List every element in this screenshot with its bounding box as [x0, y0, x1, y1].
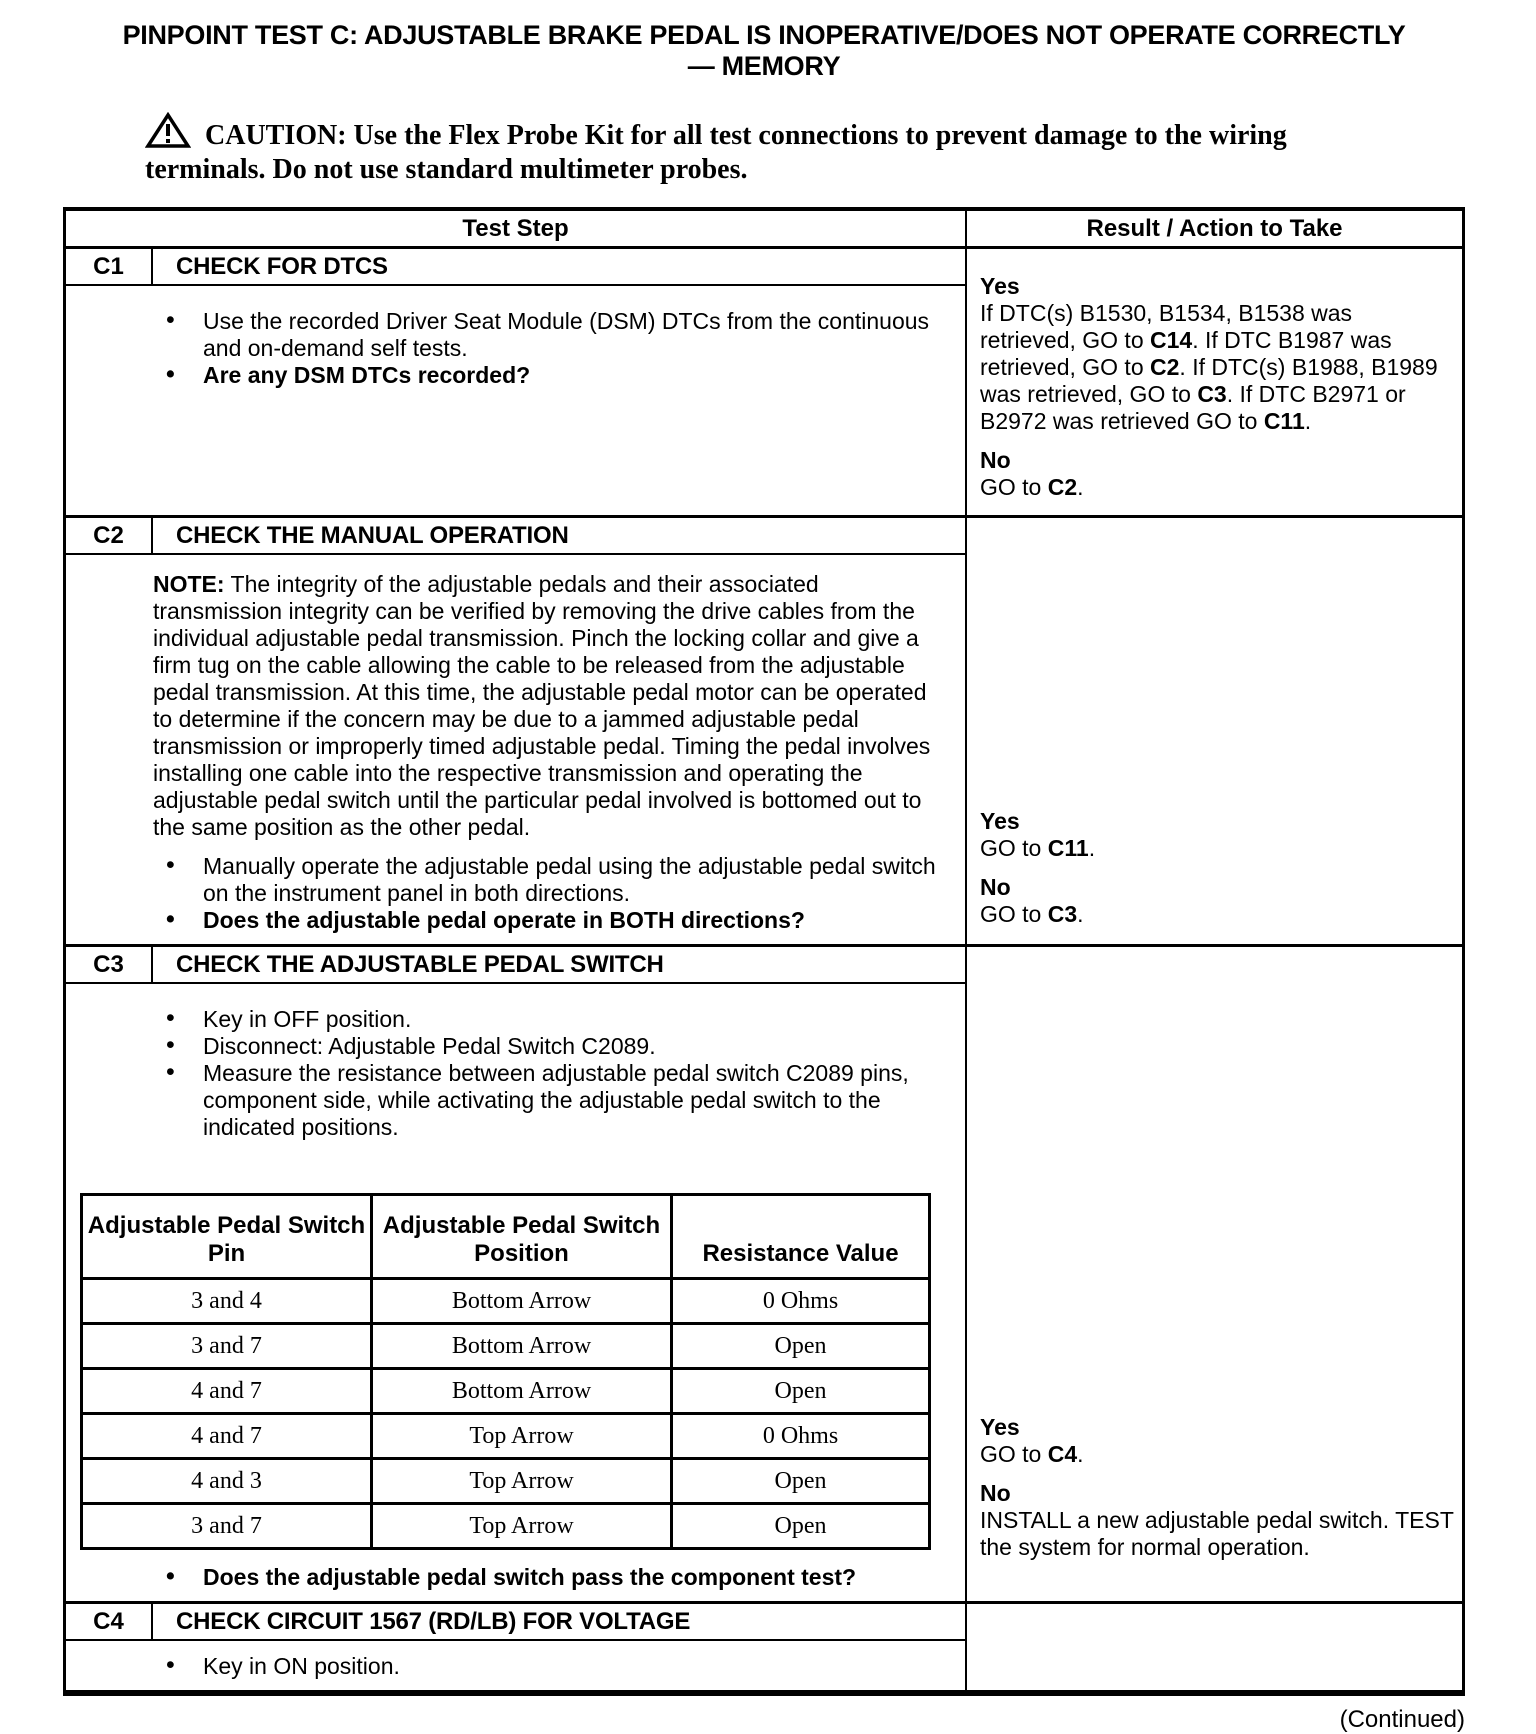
cell-pin: 3 and 4 [82, 1279, 372, 1324]
cell-resistance: Open [672, 1369, 930, 1414]
note-paragraph: NOTE: The integrity of the adjustable pedals and their associated transmission integrity can be verified by removing the drive cables from the individual adjustable pedal transmission. Pinch the locking collar and give a firm tug on the cable allowing the cable to be released from the adjustable pedal transmission. At this time, the adjustable pedal motor can be operated to determine if the concern may be due to a jammed adjustable pedal transmission or improperly timed adjustable pedal. Timing the pedal involves installing one cable into the respective transmission and operating the adjustable pedal switch until the particular pedal involved is bottomed out to the same position as the other pedal. [153, 571, 931, 840]
bullet-item: • Key in OFF position. [66, 1006, 949, 1033]
result-text: GO to C4. [980, 1441, 1084, 1467]
step-body-c3 [66, 984, 965, 1601]
caution-note [145, 112, 1370, 187]
test-row-c1 [66, 246, 1462, 515]
table-row [82, 1504, 930, 1549]
bullet-item: • Manually operate the adjustable pedal using the adjustable pedal switch on the instrument panel in both directions. [66, 853, 949, 907]
caution-text: CAUTION: Use the Flex Probe Kit for all test connections to prevent damage to the wiring terminals. Do not use standard multimeter probes. [145, 120, 1287, 185]
result-text: If DTC(s) B1530, B1534, B1538 was retrieved, GO to C14. If DTC B1987 was retrieved, GO to C2. If DTC(s) B1988, B1989 was retrieved, GO to C3. If DTC B2971 or B2972 was retrieved GO to C11. [980, 300, 1438, 434]
table-row [82, 1369, 930, 1414]
cell-resistance: Open [672, 1504, 930, 1549]
cell-position: Top Arrow [372, 1504, 672, 1549]
page-title [63, 20, 1465, 82]
table-row [82, 1414, 930, 1459]
step-header-c4 [66, 1604, 965, 1641]
step-header-c2 [66, 518, 965, 555]
cell-position: Bottom Arrow [372, 1324, 672, 1369]
step-body-c2 [66, 555, 965, 944]
result-label-yes: Yes [980, 273, 1020, 299]
cell-resistance: 0 Ohms [672, 1279, 930, 1324]
step-id: C1 [66, 249, 153, 284]
step-header-c1 [66, 249, 965, 286]
test-row-c1-step [66, 249, 965, 515]
bullet-list [66, 1564, 959, 1591]
result-cell-c3 [965, 947, 1462, 1601]
table-row [82, 1459, 930, 1504]
component-col-switch-position: Adjustable Pedal Switch Position [372, 1195, 672, 1279]
result-text: GO to C2. [980, 474, 1084, 500]
step-title: CHECK THE MANUAL OPERATION [176, 521, 569, 549]
test-row-c2 [66, 515, 1462, 944]
cell-pin: 4 and 7 [82, 1369, 372, 1414]
page-title-line1: PINPOINT TEST C: ADJUSTABLE BRAKE PEDAL IS INOPERATIVE/DOES NOT OPERATE CORRECTLY [122, 20, 1406, 50]
result-label-yes: Yes [980, 808, 1020, 834]
result-label-no: No [980, 1480, 1011, 1506]
pinpoint-test-table [63, 207, 1465, 1696]
test-row-c3 [66, 944, 1462, 1601]
component-col-switch-pin: Adjustable Pedal Switch Pin [82, 1195, 372, 1279]
bullet-item: • Use the recorded Driver Seat Module (DSM) DTCs from the continuous and on-demand self tests. [66, 308, 949, 362]
bullet-list [66, 1006, 959, 1141]
step-title: CHECK CIRCUIT 1567 (RD/LB) FOR VOLTAGE [176, 1607, 691, 1635]
table-row [82, 1279, 930, 1324]
bullet-item: • Disconnect: Adjustable Pedal Switch C2089. [66, 1033, 949, 1060]
result-yes-block [980, 808, 1454, 862]
page-title-line2: — MEMORY [687, 51, 841, 81]
step-body-c4 [66, 1641, 965, 1690]
cell-resistance: Open [672, 1459, 930, 1504]
table-header-row [66, 211, 1462, 246]
bullet-item-question: • Does the adjustable pedal switch pass the component test? [66, 1564, 949, 1591]
step-id: C4 [66, 1604, 153, 1639]
result-label-no: No [980, 874, 1011, 900]
step-body-c1 [66, 286, 965, 399]
step-header-c3 [66, 947, 965, 984]
result-yes-block [980, 1414, 1454, 1468]
result-text: GO to C11. [980, 835, 1096, 861]
column-header-test-step: Test Step [462, 214, 569, 242]
step-title: CHECK FOR DTCS [176, 252, 388, 280]
cell-pin: 3 and 7 [82, 1324, 372, 1369]
cell-position: Bottom Arrow [372, 1279, 672, 1324]
component-table-header-row [82, 1195, 930, 1279]
test-row-c3-step [66, 947, 965, 1601]
warning-triangle-icon [145, 112, 191, 150]
cell-pin: 3 and 7 [82, 1504, 372, 1549]
step-id: C3 [66, 947, 153, 982]
result-text: GO to C3. [980, 901, 1084, 927]
bullet-item-question: • Are any DSM DTCs recorded? [66, 362, 949, 389]
continued-label: (Continued) [1339, 1706, 1465, 1733]
step-id: C2 [66, 518, 153, 553]
cell-position: Bottom Arrow [372, 1369, 672, 1414]
test-row-c4 [66, 1601, 1462, 1690]
step-title: CHECK THE ADJUSTABLE PEDAL SWITCH [176, 950, 664, 978]
cell-pin: 4 and 7 [82, 1414, 372, 1459]
column-header-result: Result / Action to Take [965, 211, 1462, 246]
bullet-list [66, 308, 959, 389]
result-cell-c4 [965, 1604, 1462, 1690]
cell-position: Top Arrow [372, 1459, 672, 1504]
bullet-list [66, 853, 959, 934]
test-row-c2-step [66, 518, 965, 944]
result-label-yes: Yes [980, 1414, 1020, 1440]
bullet-list [66, 1653, 959, 1680]
result-yes-block [980, 273, 1454, 435]
test-row-c4-step [66, 1604, 965, 1690]
result-no-block [980, 1480, 1454, 1561]
result-cell-c1 [965, 249, 1462, 515]
result-no-block [980, 874, 1454, 928]
cell-resistance: Open [672, 1324, 930, 1369]
cell-pin: 4 and 3 [82, 1459, 372, 1504]
result-text: INSTALL a new adjustable pedal switch. TEST the system for normal operation. [980, 1507, 1454, 1560]
result-no-block [980, 447, 1454, 501]
result-label-no: No [980, 447, 1011, 473]
table-row [82, 1324, 930, 1369]
cell-resistance: 0 Ohms [672, 1414, 930, 1459]
component-col-resistance: Resistance Value [672, 1195, 930, 1279]
component-test-table [80, 1193, 931, 1550]
cell-position: Top Arrow [372, 1414, 672, 1459]
bullet-item: • Key in ON position. [66, 1653, 949, 1680]
bullet-item: • Measure the resistance between adjustable pedal switch C2089 pins, component side, while activating the adjustable pedal switch to the indicated positions. [66, 1060, 949, 1141]
result-cell-c2 [965, 518, 1462, 944]
bullet-item-question: • Does the adjustable pedal operate in BOTH directions? [66, 907, 949, 934]
